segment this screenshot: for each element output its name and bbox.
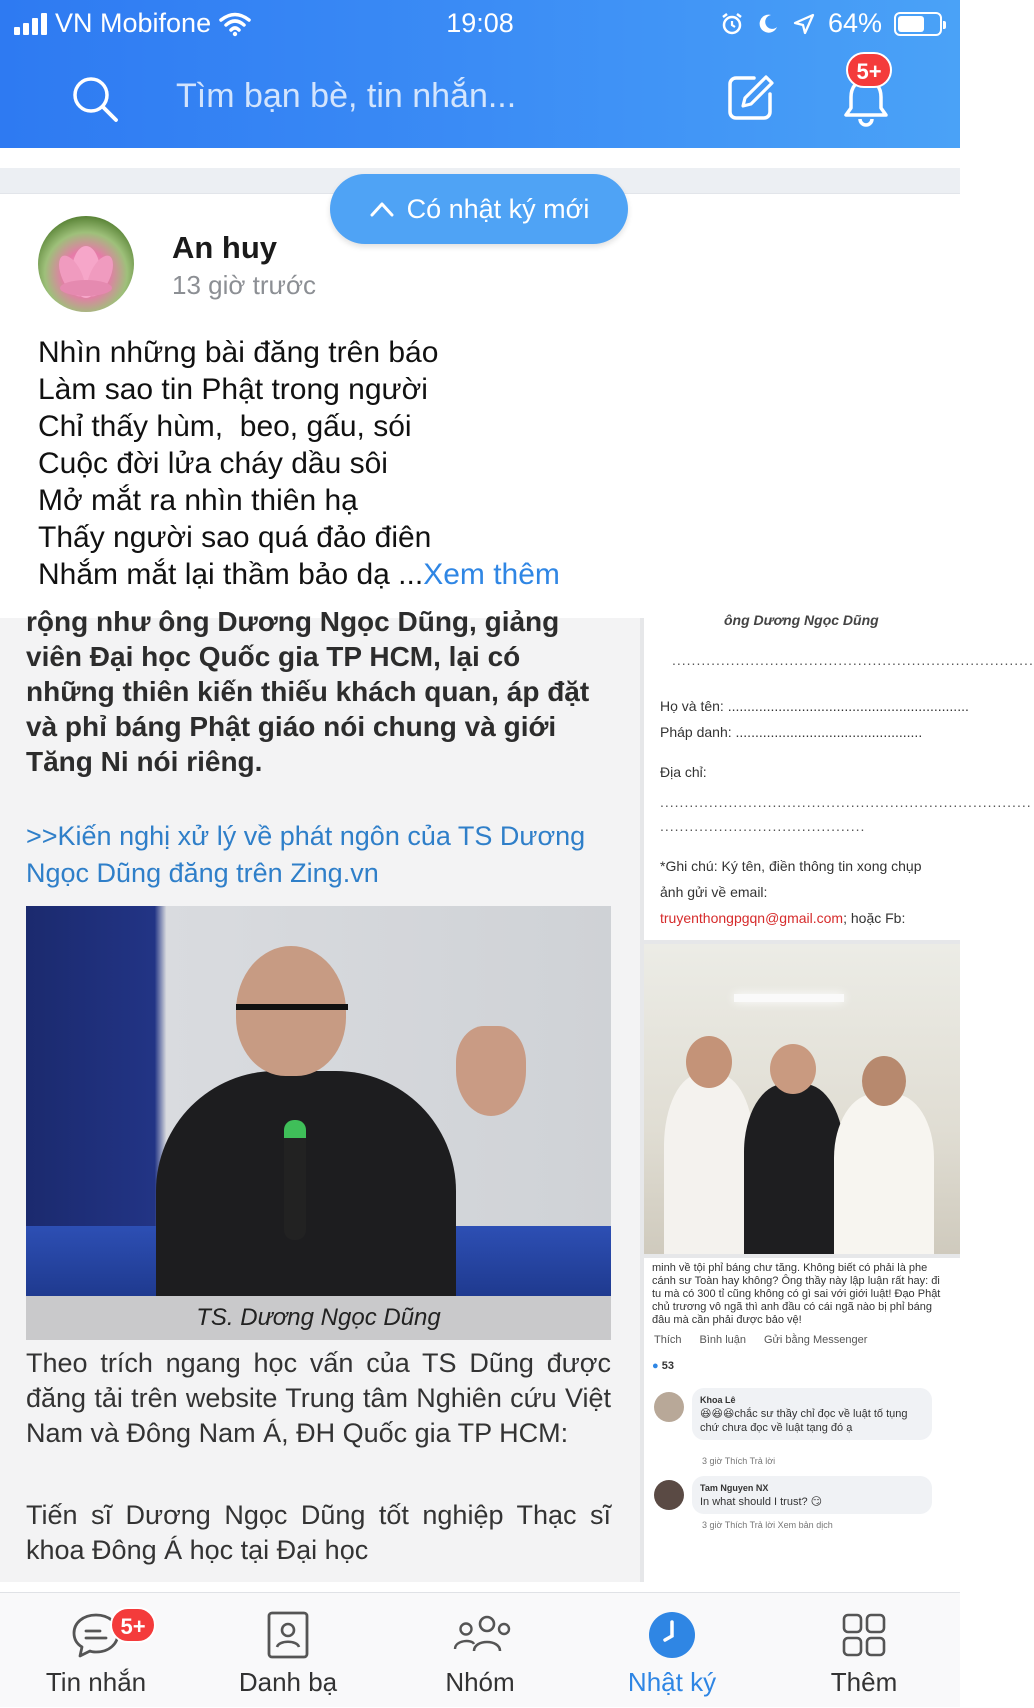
speaker-photo bbox=[26, 906, 611, 1296]
article-link-text: >>Kiến nghị xử lý về phát ngôn của TS Dương Ngọc Dũng đăng trên Zing.vn bbox=[26, 821, 586, 888]
nav-label: Nhật ký bbox=[627, 1667, 717, 1697]
form-email: truyenthongpgqn@gmail.com bbox=[660, 910, 844, 926]
notification-badge: 5+ bbox=[846, 52, 892, 88]
fb-reactions bbox=[652, 1360, 674, 1372]
nav-label: Thêm bbox=[830, 1667, 898, 1697]
post-line: Mở mắt ra nhìn thiên hạ bbox=[38, 484, 358, 517]
commenter-avatar bbox=[654, 1480, 684, 1510]
post-text bbox=[38, 334, 938, 593]
post-line: Nhắm mắt lại thầm bảo dạ ... bbox=[38, 558, 424, 591]
post-line: Thấy người sao quá đảo điên bbox=[38, 521, 432, 554]
nav-label: Danh bạ bbox=[238, 1667, 338, 1697]
photo-head-left bbox=[686, 1036, 732, 1088]
compose-icon[interactable] bbox=[724, 72, 776, 124]
post-image-form[interactable] bbox=[644, 612, 1034, 940]
search-row bbox=[0, 46, 960, 148]
nav-messages[interactable] bbox=[0, 1593, 192, 1708]
nav-label: Nhóm bbox=[445, 1667, 515, 1697]
fb-like: Thích bbox=[654, 1334, 682, 1346]
fb-comment: Bình luận bbox=[699, 1334, 746, 1346]
status-time: 19:08 bbox=[446, 8, 514, 38]
app-header bbox=[0, 0, 960, 148]
lotus-avatar-icon bbox=[38, 216, 134, 312]
nav-diary[interactable] bbox=[576, 1593, 768, 1708]
post-image-article[interactable] bbox=[0, 606, 640, 1582]
microphone-icon bbox=[284, 1120, 306, 1240]
post-time: 13 giờ trước bbox=[172, 270, 316, 300]
new-diary-label: Có nhật ký mới bbox=[406, 193, 590, 224]
post-images bbox=[0, 606, 1034, 1582]
ceiling-light bbox=[734, 994, 844, 1002]
moon-icon bbox=[756, 12, 780, 36]
article-bold-text: rộng như ông Dương Ngọc Dũng, giảng viên Đại học Quốc gia TP HCM, lại có những thiên kiến thiếu khách quan, áp đặt và phỉ báng Phật giáo nói chung và giới Tăng Ni nói riêng. bbox=[26, 606, 590, 777]
status-left bbox=[14, 8, 251, 39]
grid-icon bbox=[836, 1607, 892, 1663]
nav-contacts[interactable] bbox=[192, 1593, 384, 1708]
fb-actions bbox=[654, 1334, 867, 1346]
battery-icon bbox=[894, 12, 942, 36]
nav-more[interactable] bbox=[768, 1593, 960, 1708]
commenter-avatar bbox=[654, 1392, 684, 1422]
alarm-icon bbox=[720, 12, 744, 36]
photo-caption: TS. Dương Ngọc Dũng bbox=[26, 1296, 611, 1340]
see-more-link[interactable]: Xem thêm bbox=[423, 558, 560, 591]
photo-head-right bbox=[862, 1056, 906, 1106]
reaction-count: 53 bbox=[661, 1360, 674, 1372]
carrier-name: VN Mobifone bbox=[55, 8, 212, 38]
photo-person-middle bbox=[744, 1084, 844, 1254]
photo-hand bbox=[456, 1026, 526, 1116]
photo-glasses bbox=[236, 1004, 348, 1024]
wifi-icon bbox=[219, 12, 251, 36]
form-dots-3: .......................................... bbox=[660, 818, 866, 834]
post-line: Nhìn những bài đăng trên báo bbox=[38, 336, 439, 369]
location-icon bbox=[792, 12, 816, 36]
commenter-name: Khoa Lê bbox=[700, 1395, 736, 1405]
photo-head-middle bbox=[770, 1044, 816, 1094]
photo-body bbox=[156, 1071, 456, 1301]
form-address-label: Địa chỉ: bbox=[660, 764, 707, 780]
post-line: Cuộc đời lửa cháy dầu sôi bbox=[38, 447, 388, 480]
chevron-up-icon bbox=[369, 200, 395, 218]
battery-percent: 64% bbox=[827, 8, 882, 38]
status-right bbox=[720, 8, 942, 39]
signal-icon bbox=[14, 13, 47, 35]
comment-text: In what should I trust? 😏 bbox=[700, 1496, 823, 1508]
article-body-text: Theo trích ngang học vấn của TS Dũng được đăng tải trên website Trung tâm Nghiên cứu Việt Nam và Đông Nam Á, ĐH Quốc gia TP HCM: bbox=[26, 1348, 611, 1448]
fb-share: Gửi bằng Messenger bbox=[764, 1334, 868, 1346]
new-diary-button[interactable] bbox=[330, 174, 628, 244]
comment-bubble bbox=[692, 1476, 932, 1514]
comment-bubble bbox=[692, 1388, 932, 1440]
reaction-icons: ● bbox=[652, 1360, 662, 1372]
feed-top-spacer bbox=[0, 148, 960, 168]
notification-button[interactable] bbox=[836, 59, 896, 130]
comment-meta: 3 giờ Thích Trả lời bbox=[702, 1456, 776, 1466]
contacts-icon bbox=[260, 1607, 316, 1663]
form-note: *Ghi chú: Ký tên, điền thông tin xong chụp bbox=[660, 858, 922, 874]
status-bar bbox=[0, 0, 960, 46]
post-line: Làm sao tin Phật trong người bbox=[38, 373, 428, 406]
form-dharma-label: Pháp danh: ................................................ bbox=[660, 724, 923, 740]
battery-fill bbox=[898, 16, 924, 32]
post-line: Chỉ thấy hùm, beo, gấu, sói bbox=[38, 410, 412, 443]
form-name-label: Họ và tên: .............................................................. bbox=[660, 698, 969, 714]
search-input[interactable] bbox=[176, 70, 696, 122]
author-avatar[interactable] bbox=[38, 216, 134, 312]
post-line-last bbox=[38, 556, 938, 593]
form-note-2: ảnh gửi về email: bbox=[660, 884, 768, 900]
comment-meta: 3 giờ Thích Trả lời Xem bản dịch bbox=[702, 1520, 833, 1530]
commenter-name: Tam Nguyen NX bbox=[700, 1483, 769, 1493]
author-name[interactable]: An huy bbox=[172, 230, 278, 265]
clock-icon bbox=[644, 1607, 700, 1663]
photo-person-left bbox=[664, 1074, 754, 1254]
post-image-photo[interactable] bbox=[644, 944, 960, 1254]
search-icon[interactable] bbox=[70, 74, 120, 124]
nav-label: Tin nhắn bbox=[45, 1667, 147, 1697]
form-heading: ông Dương Ngọc Dũng bbox=[724, 612, 879, 628]
form-dots-2: ............................................................................ bbox=[660, 794, 1032, 810]
article-body-text-2: Tiến sĩ Dương Ngọc Dũng tốt nghiệp Thạc sĩ khoa Đông Á học tại Đại học bbox=[26, 1500, 611, 1565]
comment-context-text: minh về tội phỉ báng chư tăng. Không biết có phải là phe cánh sư Toàn hay không? Ông thầy này lập luận rất hay: đi tu mà có 300 tỉ cũng không có gì sai với giới luật! Đạo Phật chủ trương vô ngã thì anh đầu có cái ngã nào bị phỉ báng đâu mà cần phải được bảo vệ! bbox=[652, 1262, 941, 1326]
messages-badge: 5+ bbox=[110, 1607, 156, 1643]
form-dots: .......................................................................... bbox=[672, 652, 1034, 668]
post-image-comments[interactable] bbox=[644, 1258, 960, 1582]
bottom-nav bbox=[0, 1592, 960, 1707]
group-icon bbox=[445, 1607, 515, 1663]
comment-text: 😆😆😆chắc sư thầy chỉ đọc về luật tố tụng chứ chưa đọc về luật tạng đó ạ bbox=[700, 1408, 908, 1434]
photo-person-right bbox=[834, 1094, 934, 1254]
form-email-suffix: ; hoặc Fb: bbox=[843, 910, 906, 926]
nav-groups[interactable] bbox=[384, 1593, 576, 1708]
